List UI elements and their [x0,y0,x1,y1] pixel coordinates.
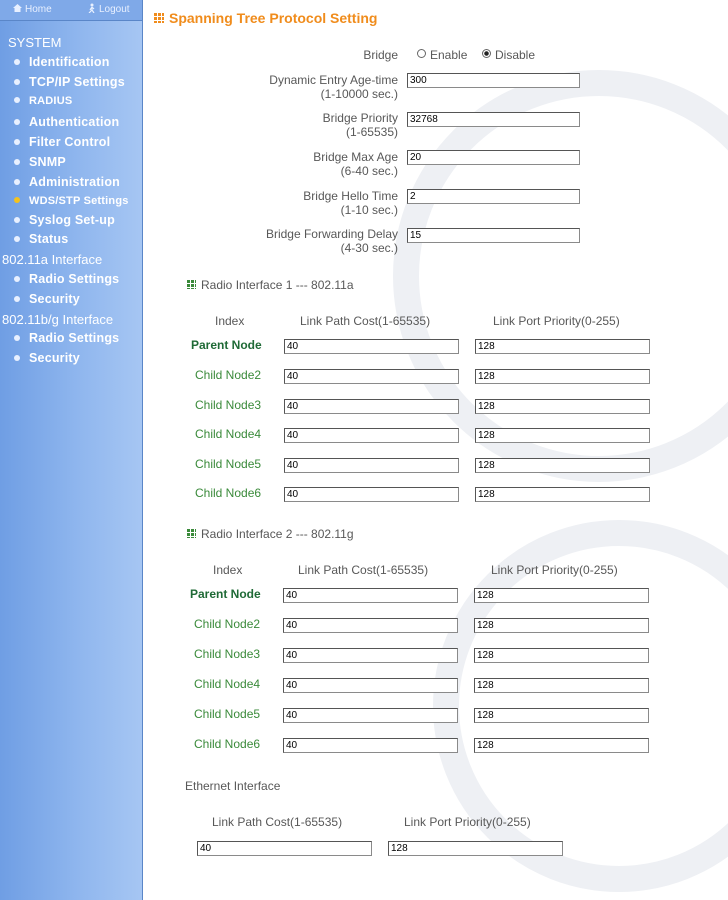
logout-icon [86,3,97,13]
radio1-node-label: Child Node2 [195,368,262,382]
radio1-node-label: Parent Node [191,338,262,352]
radio1-col-cost: Link Path Cost(1-65535) [300,314,431,328]
home-button[interactable] [12,3,52,15]
home-label: Home [25,4,52,15]
radio1-cost-input[interactable] [284,487,459,502]
sidebar-item-radius[interactable]: RADIUS [14,95,72,107]
radio1-cost-input[interactable] [284,458,459,473]
radio1-header: Radio Interface 1 --- 802.11a [187,278,354,292]
radio1-priority-input[interactable] [475,487,650,502]
radio2-priority-input[interactable] [474,738,649,753]
bullet-icon [14,59,20,65]
home-icon [12,3,23,13]
radio2-priority-input[interactable] [474,588,649,603]
radio2-node-label: Child Node2 [194,617,261,631]
ethernet-header: Ethernet Interface [185,779,281,793]
max-age-label: Bridge Max Age (6-40 sec.) [313,150,398,178]
radio1-node-label: Child Node3 [195,398,262,412]
bullet-icon [14,335,20,341]
forwarding-delay-input[interactable] [407,228,580,243]
sidebar-item-wds-stp-settings[interactable]: WDS/STP Settings [14,195,129,207]
hello-time-input[interactable] [407,189,580,204]
forwarding-delay-label: Bridge Forwarding Delay (4-30 sec.) [265,227,398,255]
bullet-icon [14,296,20,302]
sidebar [0,0,143,900]
sidebar-section-80211a: 802.11a Interface [2,252,103,267]
radio-checked-icon [482,49,491,58]
age-time-label: Dynamic Entry Age-time (1-10000 sec.) [269,73,398,101]
background-watermark [393,70,728,482]
sidebar-item-radio-settings-a[interactable]: Radio Settings [14,272,119,286]
radio2-col-cost: Link Path Cost(1-65535) [298,563,429,577]
radio2-header: Radio Interface 2 --- 802.11g [187,527,354,541]
max-age-input[interactable] [407,150,580,165]
sidebar-item-radio-settings-bg[interactable]: Radio Settings [14,331,119,345]
sidebar-item-status[interactable]: Status [14,232,68,246]
bullet-icon [14,236,20,242]
sidebar-section-80211bg: 802.11b/g Interface [2,312,114,327]
radio1-priority-input[interactable] [475,399,650,414]
main-content [143,0,728,900]
ethernet-priority-input[interactable] [388,841,563,856]
radio1-priority-input[interactable] [475,369,650,384]
radio1-node-label: Child Node5 [195,457,262,471]
bridge-priority-label: Bridge Priority (1-65535) [322,111,398,139]
logout-label: Logout [99,4,130,15]
radio2-cost-input[interactable] [283,588,458,603]
sidebar-item-security-a[interactable]: Security [14,292,80,306]
radio1-node-label: Child Node4 [195,427,262,441]
radio1-priority-input[interactable] [475,428,650,443]
bridge-label: Bridge [363,48,398,62]
radio1-col-priority: Link Port Priority(0-255) [493,314,620,328]
ethernet-col-cost: Link Path Cost(1-65535) [212,815,343,829]
sidebar-item-snmp[interactable]: SNMP [14,155,66,169]
radio2-priority-input[interactable] [474,618,649,633]
sidebar-item-tcpip-settings[interactable]: TCP/IP Settings [14,75,125,89]
page-title: Spanning Tree Protocol Setting [154,10,377,26]
bridge-disable-radio[interactable]: Disable [482,48,535,62]
radio2-node-label: Child Node3 [194,647,261,661]
sidebar-item-identification[interactable]: Identification [14,55,110,69]
bullet-active-icon [14,197,20,203]
top-bar [0,0,142,21]
radio2-cost-input[interactable] [283,618,458,633]
sidebar-item-syslog-setup[interactable]: Syslog Set-up [14,213,115,227]
radio2-cost-input[interactable] [283,708,458,723]
radio2-priority-input[interactable] [474,648,649,663]
radio2-col-priority: Link Port Priority(0-255) [491,563,618,577]
radio1-cost-input[interactable] [284,399,459,414]
radio1-cost-input[interactable] [284,339,459,354]
radio2-node-label: Child Node5 [194,707,261,721]
hello-time-label: Bridge Hello Time (1-10 sec.) [303,189,398,217]
bullet-icon [14,119,20,125]
bullet-icon [14,179,20,185]
logout-button[interactable] [86,3,130,15]
grid-icon [187,529,196,538]
bullet-icon [14,97,20,103]
radio2-node-label: Child Node6 [194,737,261,751]
grid-icon [187,280,196,289]
sidebar-section-system: SYSTEM [8,35,62,50]
radio2-priority-input[interactable] [474,678,649,693]
sidebar-item-administration[interactable]: Administration [14,175,120,189]
radio1-priority-input[interactable] [475,339,650,354]
radio1-node-label: Child Node6 [195,486,262,500]
radio2-col-index: Index [213,563,243,577]
radio2-node-label: Child Node4 [194,677,261,691]
bridge-enable-radio[interactable]: Enable [417,48,467,62]
radio2-node-label: Parent Node [190,587,261,601]
radio1-col-index: Index [215,314,245,328]
radio-unchecked-icon [417,49,426,58]
bullet-icon [14,139,20,145]
radio1-priority-input[interactable] [475,458,650,473]
ethernet-cost-input[interactable] [197,841,372,856]
bullet-icon [14,355,20,361]
grid-icon [154,13,164,23]
sidebar-item-authentication[interactable]: Authentication [14,115,119,129]
bridge-priority-input[interactable] [407,112,580,127]
radio1-cost-input[interactable] [284,369,459,384]
age-time-input[interactable] [407,73,580,88]
sidebar-item-filter-control[interactable]: Filter Control [14,135,110,149]
radio2-cost-input[interactable] [283,738,458,753]
ethernet-col-priority: Link Port Priority(0-255) [404,815,531,829]
radio2-cost-input[interactable] [283,678,458,693]
radio2-priority-input[interactable] [474,708,649,723]
bullet-icon [14,79,20,85]
bullet-icon [14,276,20,282]
radio2-cost-input[interactable] [283,648,458,663]
bullet-icon [14,159,20,165]
bullet-icon [14,217,20,223]
radio1-cost-input[interactable] [284,428,459,443]
sidebar-item-security-bg[interactable]: Security [14,351,80,365]
